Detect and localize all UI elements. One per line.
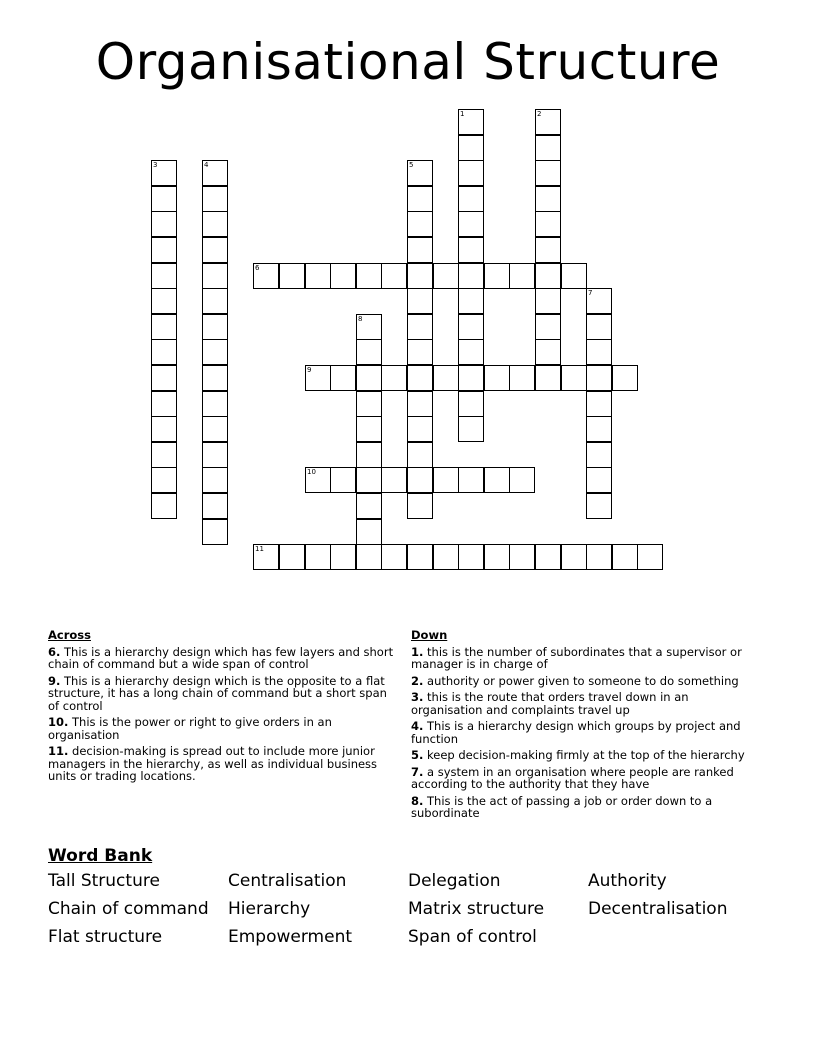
crossword-cell[interactable] — [458, 391, 484, 417]
crossword-cell[interactable] — [356, 365, 382, 391]
crossword-cell[interactable] — [151, 339, 177, 365]
crossword-cell[interactable] — [407, 314, 433, 340]
crossword-cell[interactable] — [458, 186, 484, 212]
clue-number: 5. — [411, 748, 424, 762]
crossword-cell[interactable] — [407, 186, 433, 212]
crossword-cell[interactable] — [458, 314, 484, 340]
crossword-cell[interactable] — [202, 365, 228, 391]
crossword-cell[interactable] — [586, 339, 612, 365]
crossword-cell[interactable] — [202, 211, 228, 237]
crossword-cell[interactable] — [407, 442, 433, 468]
crossword-cell[interactable] — [381, 263, 407, 289]
crossword-cell[interactable] — [458, 263, 484, 289]
clue-text: This is the act of passing a job or order down to a subordinate — [411, 793, 713, 820]
clue-number-label: 5 — [409, 161, 414, 169]
crossword-cell[interactable] — [356, 314, 382, 340]
crossword-cell[interactable] — [535, 288, 561, 314]
crossword-cell[interactable] — [151, 365, 177, 391]
crossword-cell[interactable] — [305, 544, 331, 570]
crossword-cell[interactable] — [279, 544, 305, 570]
crossword-cell[interactable] — [407, 263, 433, 289]
clue-number: 10. — [48, 715, 69, 729]
clue-number-label: 1 — [460, 110, 465, 118]
clue-across-9 — [48, 675, 398, 713]
word-bank-item: Matrix structure — [408, 899, 545, 919]
crossword-cell[interactable] — [535, 109, 561, 135]
crossword-cell[interactable] — [509, 467, 535, 493]
crossword-cell[interactable] — [407, 416, 433, 442]
crossword-cell[interactable] — [586, 493, 612, 519]
clue-text: This is a hierarchy design which groups by project and function — [411, 719, 741, 746]
crossword-cell[interactable] — [202, 186, 228, 212]
crossword-cell[interactable] — [637, 544, 663, 570]
crossword-cell[interactable] — [407, 160, 433, 186]
crossword-cell[interactable] — [202, 237, 228, 263]
crossword-cell[interactable] — [202, 288, 228, 314]
clue-number: 1. — [411, 644, 424, 659]
crossword-cell[interactable] — [202, 519, 228, 545]
word-bank — [48, 871, 788, 947]
clue-text: decision-making is spread out to include more junior managers in the hierarchy, as well as individual business units or trading locations. — [48, 744, 378, 783]
crossword-cell[interactable] — [561, 365, 587, 391]
crossword-cell[interactable] — [484, 263, 510, 289]
crossword-cell[interactable] — [458, 416, 484, 442]
crossword-cell[interactable] — [356, 391, 382, 417]
clue-number-label: 2 — [537, 110, 542, 118]
crossword-cell[interactable] — [407, 544, 433, 570]
clue-text: This is the power or right to give orders in an organisation — [48, 715, 332, 742]
clue-number-label: 9 — [307, 366, 312, 374]
word-bank-item: Authority — [588, 871, 667, 891]
crossword-cell[interactable] — [561, 263, 587, 289]
crossword-cell[interactable] — [330, 365, 356, 391]
crossword-cell[interactable] — [561, 544, 587, 570]
down-heading: Down — [411, 628, 448, 642]
crossword-cell[interactable] — [356, 416, 382, 442]
crossword-cell[interactable] — [202, 442, 228, 468]
crossword-cell[interactable] — [484, 544, 510, 570]
crossword-cell[interactable] — [407, 365, 433, 391]
crossword-cell[interactable] — [151, 416, 177, 442]
crossword-cell[interactable] — [586, 416, 612, 442]
crossword-cell[interactable] — [458, 135, 484, 161]
crossword-cell[interactable] — [535, 237, 561, 263]
word-bank-item: Delegation — [408, 871, 501, 891]
crossword-cell[interactable] — [458, 288, 484, 314]
clue-number-label: 4 — [204, 161, 209, 169]
crossword-cell[interactable] — [151, 263, 177, 289]
clue-number: 9. — [48, 673, 61, 688]
crossword-cell[interactable] — [407, 339, 433, 365]
crossword-cell[interactable] — [151, 442, 177, 468]
across-clues — [48, 629, 398, 787]
crossword-cell[interactable] — [356, 519, 382, 545]
crossword-cell[interactable] — [484, 467, 510, 493]
crossword-cell[interactable] — [356, 467, 382, 493]
crossword-cell[interactable] — [330, 263, 356, 289]
crossword-cell[interactable] — [356, 339, 382, 365]
crossword-cell[interactable] — [433, 365, 459, 391]
crossword-cell[interactable] — [509, 365, 535, 391]
crossword-cell[interactable] — [535, 186, 561, 212]
crossword-cell[interactable] — [356, 544, 382, 570]
crossword-cell[interactable] — [151, 391, 177, 417]
crossword-cell[interactable] — [202, 493, 228, 519]
clue-number: 3. — [411, 690, 424, 704]
crossword-cell[interactable] — [407, 211, 433, 237]
clue-number-label: 7 — [588, 289, 593, 297]
word-bank-item: Flat structure — [48, 927, 163, 947]
clue-number: 8. — [411, 793, 424, 808]
clue-number: 6. — [48, 644, 61, 659]
crossword-cell[interactable] — [253, 263, 279, 289]
crossword-cell[interactable] — [612, 544, 638, 570]
crossword-cell[interactable] — [202, 263, 228, 289]
crossword-cell[interactable] — [433, 467, 459, 493]
word-bank-item: Decentralisation — [588, 899, 728, 919]
clue-number: 2. — [411, 673, 424, 688]
word-bank-item: Empowerment — [228, 927, 353, 947]
crossword-cell[interactable] — [433, 263, 459, 289]
crossword-cell[interactable] — [535, 160, 561, 186]
crossword-cell[interactable] — [535, 263, 561, 289]
clue-number-label: 3 — [153, 161, 158, 169]
crossword-cell[interactable] — [586, 314, 612, 340]
down-clues — [411, 629, 761, 824]
crossword-cell[interactable] — [202, 391, 228, 417]
crossword-cell[interactable] — [202, 416, 228, 442]
word-bank-heading: Word Bank — [48, 846, 153, 866]
crossword-cell[interactable] — [305, 365, 331, 391]
crossword-cell[interactable] — [458, 160, 484, 186]
crossword-cell[interactable] — [535, 314, 561, 340]
clue-text: this is the route that orders travel down in an organisation and complaints travel up — [411, 690, 689, 717]
crossword-cell[interactable] — [586, 391, 612, 417]
word-bank-item: Chain of command — [48, 899, 209, 919]
crossword-cell[interactable] — [305, 467, 331, 493]
crossword-cell[interactable] — [151, 288, 177, 314]
crossword-cell[interactable] — [381, 365, 407, 391]
clue-text: authority or power given to someone to do something — [427, 673, 739, 688]
clue-across-10 — [48, 716, 398, 741]
crossword-cell[interactable] — [202, 467, 228, 493]
crossword-cell[interactable] — [151, 211, 177, 237]
crossword-cell[interactable] — [509, 263, 535, 289]
crossword-cell[interactable] — [151, 493, 177, 519]
crossword-cell[interactable] — [586, 467, 612, 493]
clue-down-8 — [411, 795, 761, 820]
clue-down-7 — [411, 766, 761, 791]
crossword-cell[interactable] — [458, 544, 484, 570]
crossword-cell[interactable] — [407, 237, 433, 263]
crossword-cell[interactable] — [586, 365, 612, 391]
crossword-cell[interactable] — [458, 109, 484, 135]
crossword-cell[interactable] — [202, 160, 228, 186]
crossword-cell[interactable] — [407, 288, 433, 314]
clue-down-4 — [411, 720, 761, 745]
crossword-cell[interactable] — [407, 493, 433, 519]
crossword-cell[interactable] — [586, 544, 612, 570]
crossword-cell[interactable] — [279, 263, 305, 289]
clue-across-11 — [48, 745, 398, 783]
crossword-cell[interactable] — [458, 237, 484, 263]
crossword-cell[interactable] — [535, 365, 561, 391]
crossword-cell[interactable] — [330, 467, 356, 493]
clue-number-label: 10 — [307, 468, 316, 476]
crossword-cell[interactable] — [305, 263, 331, 289]
clue-text: this is the number of subordinates that a supervisor or manager is in charge of — [411, 644, 742, 671]
crossword-cell[interactable] — [356, 263, 382, 289]
crossword-cell[interactable] — [509, 544, 535, 570]
crossword-cell[interactable] — [458, 467, 484, 493]
crossword-cell[interactable] — [612, 365, 638, 391]
clue-number-label: 6 — [255, 264, 260, 272]
clue-text: This is a hierarchy design which has few layers and short chain of command but a wide span of control — [48, 644, 394, 671]
clue-number: 11. — [48, 744, 69, 758]
crossword-cell[interactable] — [381, 544, 407, 570]
clue-across-6 — [48, 646, 398, 671]
clue-down-2 — [411, 675, 761, 688]
clue-number: 7. — [411, 764, 424, 779]
crossword-cell[interactable] — [356, 493, 382, 519]
crossword-cell[interactable] — [356, 442, 382, 468]
crossword-cell[interactable] — [535, 135, 561, 161]
crossword-cell[interactable] — [458, 339, 484, 365]
crossword-cell[interactable] — [458, 211, 484, 237]
crossword-cell[interactable] — [484, 365, 510, 391]
crossword-cell[interactable] — [151, 160, 177, 186]
word-bank-item: Tall Structure — [48, 871, 160, 891]
word-bank-item: Hierarchy — [228, 899, 311, 919]
clue-number-label: 8 — [358, 315, 363, 323]
clue-down-3 — [411, 691, 761, 716]
crossword-cell[interactable] — [407, 391, 433, 417]
crossword-cell[interactable] — [535, 211, 561, 237]
crossword-cell[interactable] — [202, 314, 228, 340]
clue-down-1 — [411, 646, 761, 671]
clue-down-5 — [411, 749, 761, 762]
crossword-cell[interactable] — [535, 339, 561, 365]
clue-number-label: 11 — [255, 545, 264, 553]
crossword-cell[interactable] — [458, 365, 484, 391]
clue-text: a system in an organisation where people are ranked according to the authority that they have — [411, 764, 734, 791]
crossword-cell[interactable] — [586, 288, 612, 314]
clue-number: 4. — [411, 719, 424, 733]
crossword-cell[interactable] — [151, 467, 177, 493]
crossword-cell[interactable] — [407, 467, 433, 493]
crossword-cell[interactable] — [202, 339, 228, 365]
crossword-cell[interactable] — [330, 544, 356, 570]
crossword-cell[interactable] — [535, 544, 561, 570]
crossword-cell[interactable] — [381, 467, 407, 493]
crossword-cell[interactable] — [151, 186, 177, 212]
page-title: Organisational Structure — [95, 33, 721, 91]
crossword-cell[interactable] — [151, 314, 177, 340]
across-heading: Across — [48, 628, 91, 642]
crossword-cell[interactable] — [253, 544, 279, 570]
word-bank-item: Centralisation — [228, 871, 347, 891]
clue-text: This is a hierarchy design which is the opposite to a flat structure, it has a long chain of command but a short span of control — [48, 673, 387, 713]
word-bank-item: Span of control — [408, 927, 537, 947]
crossword-cell[interactable] — [433, 544, 459, 570]
crossword-cell[interactable] — [586, 442, 612, 468]
clue-text: keep decision-making firmly at the top of the hierarchy — [427, 748, 745, 762]
crossword-cell[interactable] — [151, 237, 177, 263]
